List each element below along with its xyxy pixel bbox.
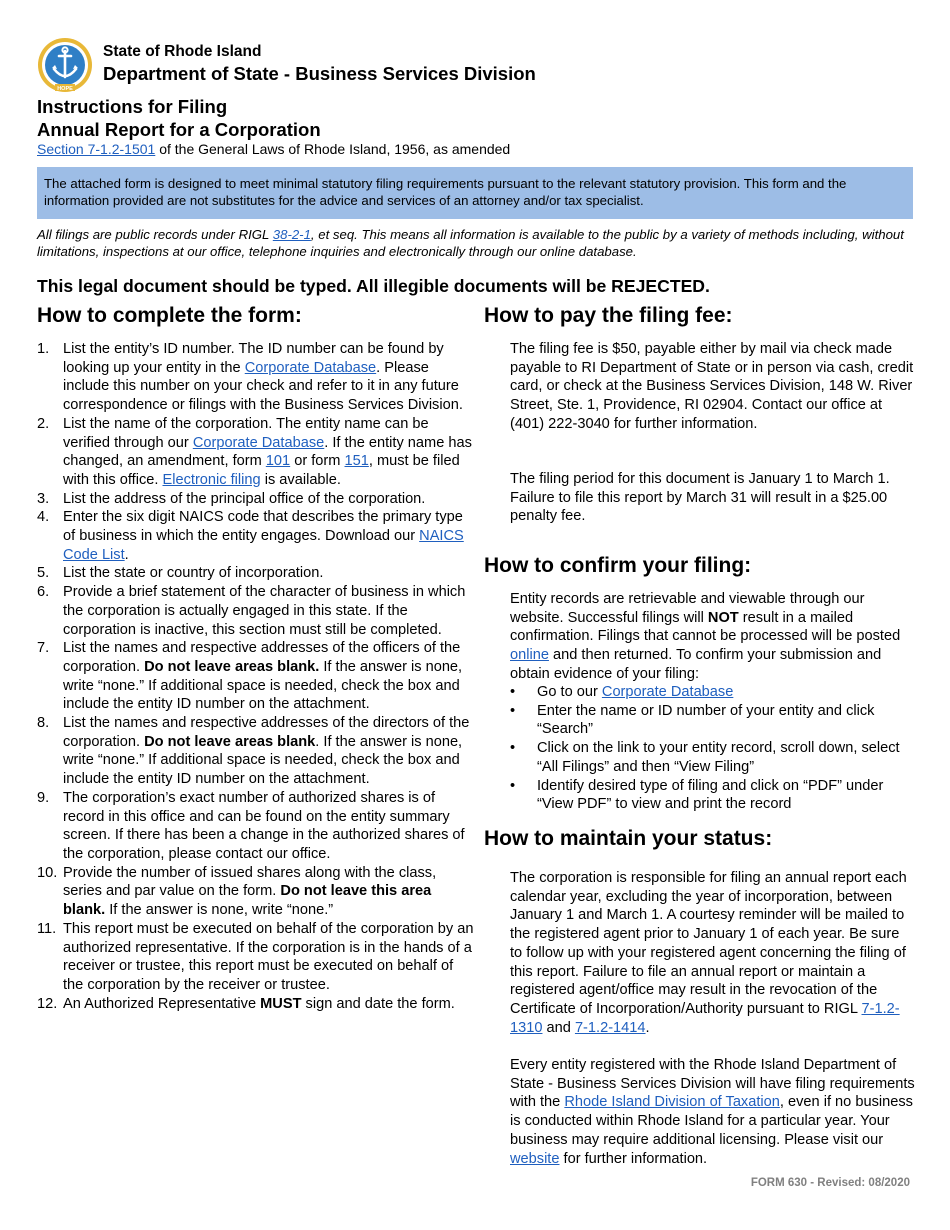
website-link[interactable]: website	[510, 1150, 560, 1167]
naics-code-list-link[interactable]: NAICS Code List	[63, 528, 464, 563]
rhode-island-seal-icon	[37, 37, 93, 93]
division-of-taxation-link[interactable]: Rhode Island Division of Taxation	[564, 1094, 780, 1111]
rigl-38-2-1-link[interactable]: 38-2-1	[272, 227, 311, 242]
confirm-filing-heading: How to confirm your filing:	[484, 554, 752, 577]
list-item: 1. List the entity’s ID number. The ID number can be found by looking up your entity in the Corporate Database. Please include this number on your check and refer to it in any future correspondence or filings with the Business Services Division.	[37, 341, 463, 414]
state-name: State of Rhode Island	[103, 43, 262, 60]
statute-link[interactable]: Section 7-1.2-1501	[37, 141, 156, 157]
list-item: 11. This report must be executed on behalf of the corporation by an authorized representative. If the corporation is in the hands of a receiver or trustee, this report must be executed on behalf of the corporation by the receiver or trustee.	[37, 920, 474, 993]
statute-reference: Section 7-1.2-1501 of the General Laws of Rhode Island, 1956, as amended	[37, 141, 511, 157]
form-151-link[interactable]: 151	[344, 453, 369, 470]
public-records-notice: All filings are public records under RIGL 38-2-1, et seq. This means all information is available to the public by a variety of methods including, without limitations, inspections at our office, telephone inquiries and electronically through our online database.	[37, 227, 904, 259]
list-item: 6. Provide a brief statement of the character of business in which the corporation is actually engaged in this state. If the corporation is inactive, this section must still be completed.	[37, 584, 466, 638]
corporate-database-link[interactable]: Corporate Database	[601, 684, 734, 700]
taxation-paragraph: Every entity registered with the Rhode Island Department of State - Business Services Division will have filing requirements with the Rhode Island Division of Taxation, even if no business is conducted within Rhode Island for a particular year. Your business may require additional licensing. Please visit our website for further information.	[510, 1057, 915, 1167]
bullet-icon: •	[510, 702, 516, 719]
disclaimer-banner: The attached form is designed to meet minimal statutory filing requirements pursuant to the relevant statutory provision. This form and the information provided are not substitutes for the advice and services of an attorney and/or tax specialist.	[37, 167, 913, 219]
page-title-line1: Instructions for Filing	[37, 96, 228, 117]
list-item: 3. List the address of the principal office of the corporation.	[37, 490, 426, 507]
electronic-filing-link[interactable]: Electronic filing	[162, 471, 261, 488]
list-item: • Click on the link to your entity record, scroll down, select “All Filings” and then “View Filing”	[510, 740, 900, 775]
list-item: 5. List the state or country of incorporation.	[37, 565, 324, 582]
page-title-line2: Annual Report for a Corporation	[37, 119, 321, 140]
list-item: 10. Provide the number of issued shares along with the class, series and par value on the form. Do not leave this area blank. If the answer is none, write “none.”	[37, 864, 437, 919]
rigl-7-1.2-1310-link[interactable]: 7-1.2-1310	[510, 1000, 900, 1036]
form-101-link[interactable]: 101	[265, 453, 291, 470]
filing-period-paragraph: The filing period for this document is January 1 to March 1. Failure to file this report by March 31 will result in a $25.00 penalty fee.	[510, 471, 890, 525]
bullet-icon: •	[510, 684, 516, 700]
list-item: 9. The corporation’s exact number of authorized shares is of record in this office and can be found on the entity summary screen. If there has been a change in the authorized shares of the corporation, please contact our office.	[37, 789, 465, 862]
bullet-icon: •	[510, 777, 516, 794]
list-item: • Identify desired type of filing and click on “PDF” under “View PDF” to view and print the record	[510, 777, 884, 813]
fee-paragraph: The filing fee is $50, payable either by mail via check made payable to RI Department of State or in person via cash, credit card, or check at the Business Services Division, 148 W. River Street, Ste. 1, Providence, RI 02904. Contact our office at (401) 222-3040 for further information.	[510, 341, 914, 432]
list-item: 7. List the names and respective addresses of the officers of the corporation. Do not leave areas blank. If the answer is none, write “none.” If additional space is needed, check the box and include the entity ID number on the attachment.	[37, 640, 463, 713]
list-item: 4. Enter the six digit NAICS code that describes the primary type of business in which the entity engages. Download our NAICS Code List.	[37, 509, 464, 563]
online-link[interactable]: online	[510, 647, 549, 664]
annual-report-paragraph: The corporation is responsible for filing an annual report each calendar year, excluding the year of incorporation, between January 1 and March 1. A courtesy reminder will be mailed to the registered agent prior to January 1 of each year. Be sure to follow up with your registered agent concerning the filing of this report. Failure to file an annual report or maintain a registered agent/office may result in the revocation of the Certificate of Incorporation/Authority pursuant to RIGL 7-1.2-1310 and 7-1.2-1414.	[510, 870, 907, 1036]
list-item: • Go to our Corporate Database	[510, 684, 734, 700]
seal-label: HOPE	[57, 86, 73, 92]
list-item: 2. List the name of the corporation. The entity name can be verified through our Corporate Database. If the entity name has changed, an amendment, form 101 or form 151, must be filed with this office. Electronic filing is available.	[37, 415, 472, 488]
corporate-database-link[interactable]: Corporate Database	[244, 359, 377, 376]
list-item: 8. List the names and respective addresses of the directors of the corporation. Do not leave areas blank. If the answer is none, write “none.” If additional space is needed, check the box and include the entity ID number on the attachment.	[37, 715, 470, 788]
confirm-paragraph: Entity records are retrievable and viewable through our website. Successful filings will NOT result in a mailed confirmation. Filings that cannot be processed will be posted online and then returned. To confirm your submission and obtain evidence of your filing:	[510, 591, 901, 682]
instruction-steps	[37, 340, 477, 1013]
rigl-7-1.2-1414-link[interactable]: 7-1.2-1414	[574, 1019, 646, 1036]
list-item: 12. An Authorized Representative MUST sign and date the form.	[37, 995, 455, 1012]
bullet-icon: •	[510, 740, 516, 757]
list-item: • Enter the name or ID number of your entity and click “Search”	[510, 702, 875, 738]
maintain-status-heading: How to maintain your status:	[484, 827, 773, 850]
department-name: Department of State - Business Services Division	[103, 63, 536, 84]
corporate-database-link[interactable]: Corporate Database	[192, 434, 325, 451]
typed-warning: This legal document should be typed. All illegible documents will be REJECTED.	[37, 276, 710, 296]
confirm-steps	[510, 683, 915, 814]
form-footer: FORM 630 - Revised: 08/2020	[750, 1177, 910, 1189]
pay-fee-heading: How to pay the filing fee:	[484, 304, 733, 327]
complete-form-heading: How to complete the form:	[37, 304, 302, 327]
